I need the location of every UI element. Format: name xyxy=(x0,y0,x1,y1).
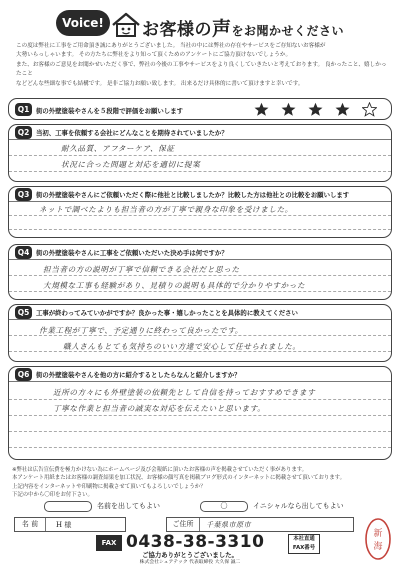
question-header xyxy=(9,187,391,202)
fax-label: FAX xyxy=(96,535,122,551)
question-q6 xyxy=(8,366,392,460)
voice-badge: Voice! xyxy=(56,10,110,36)
fax-badge-line: 本社直通 xyxy=(293,536,315,542)
intro-line: この度は弊社に工事をご用命頂き誠にありがとうございました。 当社の中には弊社の存在やサービスをご存知ないお客様が xyxy=(16,43,326,49)
intro-line: また、お客様のご意見をお聞かせいただく事で、弊社の今後の工事やサービスをより良くしていきたいと考えております。 良かったこと、嬉しかったこと xyxy=(16,61,387,78)
rating-stars xyxy=(254,102,377,117)
answer-line xyxy=(9,215,391,216)
answer-text: 近所の方々にも外壁塗装の依頼先として自信を持っておすすめできます xyxy=(53,388,316,397)
answer-text: 耐久品質、アフターケア、保証 xyxy=(61,144,175,153)
question-number: Q2 xyxy=(15,126,32,139)
address-value: 千葉県市原市 xyxy=(206,520,251,529)
answer-line xyxy=(9,229,391,230)
initial-ok-checkbox[interactable]: 〇 xyxy=(200,501,248,512)
question-text: 街の外壁塗装やさんに工事をご依頼いただいた決め手は何ですか？ xyxy=(36,249,228,257)
star-filled-icon xyxy=(308,102,323,117)
question-text: 工事が終わってみていかがですか？良かった事・嬉しかったことを具体的に教えてください xyxy=(36,309,298,317)
footer-notes xyxy=(12,466,392,500)
question-q2 xyxy=(8,124,392,182)
seal-stamp-icon xyxy=(364,516,392,562)
answer-text: 職人さんもとても気持ちのいい方達で安心して任せられました。 xyxy=(63,342,301,351)
question-header xyxy=(9,367,391,382)
question-q4 xyxy=(8,244,392,300)
question-header xyxy=(9,125,391,140)
question-text: 街の外壁塗装やさんを５段階で評価をお願いします xyxy=(36,107,183,115)
name-field[interactable] xyxy=(14,517,126,532)
initial-ok-label: イニシャルなら出してもよい xyxy=(253,502,344,510)
note-line: 本アンケート用紙またはお客様の調査結果を加工状況、お客様の顔写真を掲載ブログ形式のインターネットに掲載させて頂いております。 xyxy=(12,475,345,482)
name-label: 名 前 xyxy=(15,518,46,531)
question-number: Q3 xyxy=(15,188,32,201)
answer-line xyxy=(9,399,391,400)
question-q5 xyxy=(8,304,392,362)
answer-line xyxy=(9,415,391,416)
question-q1 xyxy=(8,98,392,120)
answer-text: 大規模な工事も経験があり、見積りの説明も具体的で分かりやすかった xyxy=(43,281,306,290)
question-header xyxy=(9,305,391,320)
question-number: Q5 xyxy=(15,306,32,319)
question-q3 xyxy=(8,186,392,238)
question-text: 街の外壁塗装やさんにご依頼いただく際に他社と比較しましたか？比較した方は他社との比較をお願いします xyxy=(36,191,350,199)
title-emphasis: 声 xyxy=(212,18,232,40)
page-title xyxy=(142,14,344,41)
answer-text: 作業工程が丁寧で、予定通りに終わって良かったです。 xyxy=(39,326,244,335)
title-part2: をお聞かせください xyxy=(231,24,345,38)
question-number: Q1 xyxy=(15,103,32,116)
answer-line xyxy=(9,171,391,172)
question-number: Q6 xyxy=(15,368,32,381)
answer-line xyxy=(9,275,391,276)
address-label: ご住所 xyxy=(167,518,200,531)
fax-number: 0438-38-3310 xyxy=(126,532,265,552)
title-part1: お客様の xyxy=(142,20,212,40)
name-value: H 様 xyxy=(56,520,72,529)
intro-line: などどんな些細な事でも結構です。 是非ご協力お願い致します。 出来るだけ具体的に書いて頂けますと幸いです。 xyxy=(16,80,304,87)
star-filled-icon xyxy=(335,102,350,117)
answer-text: 丁寧な作業と担当者の誠実な対応を伝えたいと思います。 xyxy=(53,404,266,413)
address-field[interactable] xyxy=(166,517,354,532)
answer-line xyxy=(9,447,391,448)
name-ok-label: 名前を出してもよい xyxy=(97,502,160,510)
answer-line xyxy=(9,291,391,292)
answer-text: 状況に合った問題と対応を適切に提案 xyxy=(61,160,201,169)
question-text: 街の外壁塗装やさんを他の方に紹介するとしたらなんと紹介しますか？ xyxy=(36,371,241,379)
fax-badge-line: FAX番号 xyxy=(292,544,316,551)
answer-text: 担当者の方の説明が丁寧で信頼できる会社だと思った xyxy=(43,265,240,274)
question-header xyxy=(9,245,391,260)
question-number: Q4 xyxy=(15,246,32,259)
name-ok-option[interactable] xyxy=(44,500,160,512)
question-text: 当初、工事を依頼する会社にどんなことを期待されていましたか？ xyxy=(36,129,228,137)
company-text: 株式会社シュアテック 代表取締役 大久保 誠二 xyxy=(139,560,241,565)
star-empty-icon xyxy=(362,102,377,117)
answer-line xyxy=(9,155,391,156)
answer-line xyxy=(9,431,391,432)
star-filled-icon xyxy=(281,102,296,117)
note-line: 下記の中から〇印をお付下さい。 xyxy=(12,492,93,499)
house-icon xyxy=(111,12,141,38)
star-filled-icon xyxy=(254,102,269,117)
note-line: 上記内容をインターネットや印刷物に掲載させて頂いてもよろしいでしょうか？ xyxy=(12,483,206,490)
intro-text xyxy=(16,42,388,89)
answer-text: ネットで調べたよりも担当者の方が丁寧で親身な印象を受けました。 xyxy=(39,205,294,214)
svg-text:新: 新 xyxy=(373,529,383,539)
name-ok-checkbox[interactable] xyxy=(44,501,92,512)
thanks-text: ご協力ありがとうございました。 xyxy=(142,551,238,559)
note-line: ※弊社は広告宣伝費を極力かけない為にホームページ及び会報紙に頂いたお客様の声を掲載させていただく事があります。 xyxy=(12,467,308,473)
svg-text:海: 海 xyxy=(373,542,383,552)
initial-ok-option[interactable] xyxy=(200,500,344,512)
intro-line: 大勢いらっしゃいます。 その方たちに弊社をより知って頂くためのアンケートにご協力頂けないでしょうか。 xyxy=(16,52,292,59)
